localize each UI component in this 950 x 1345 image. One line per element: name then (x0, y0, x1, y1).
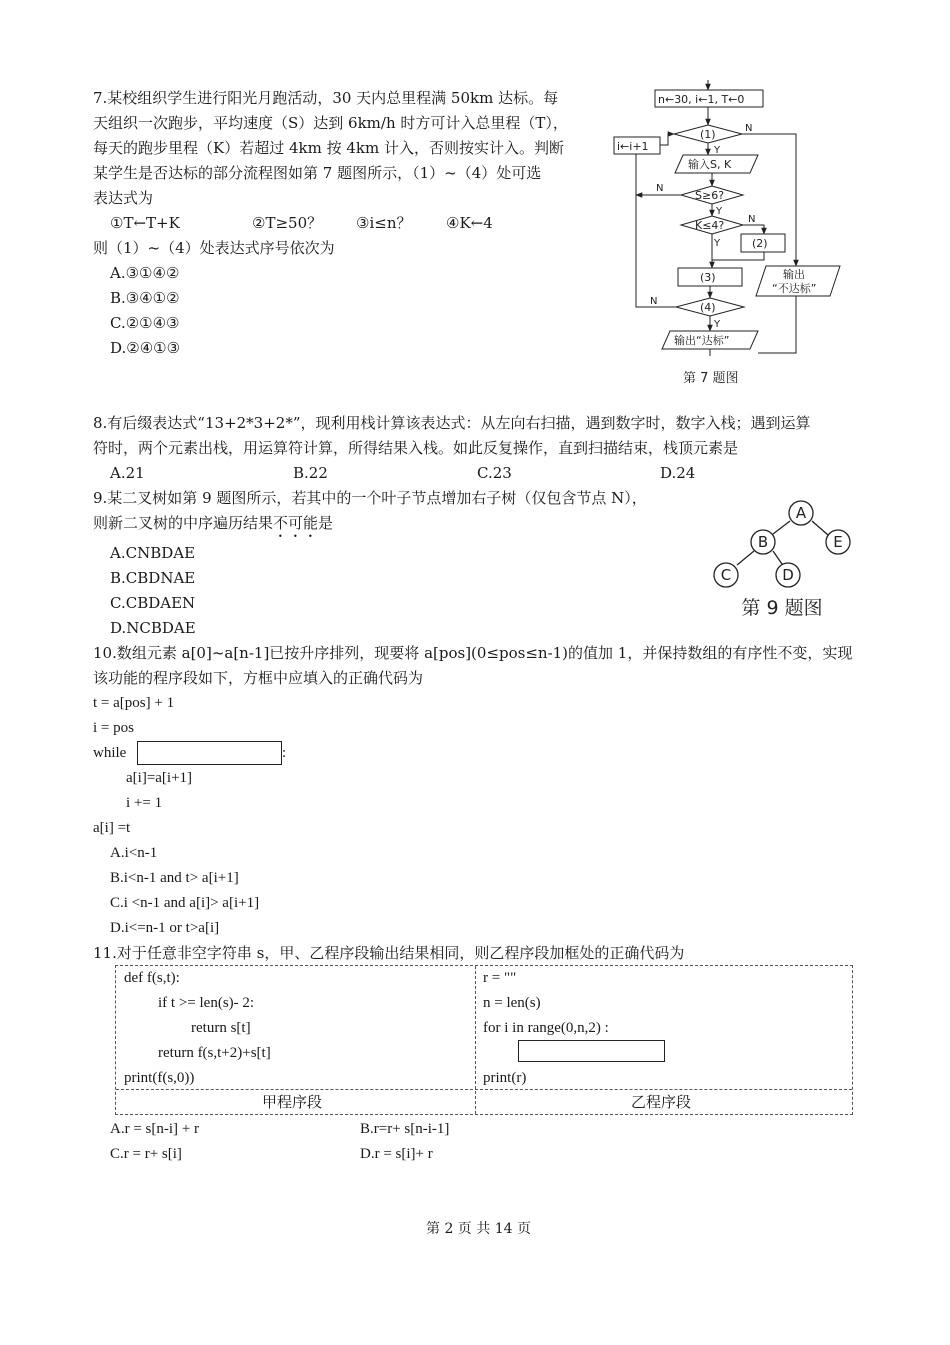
q9-line-2-post: 是 (318, 514, 334, 532)
q11-option-d[interactable]: D.r = s[i]+ r (360, 1146, 433, 1162)
q11-right-code-3: for i in range(0,n,2) : (483, 1020, 609, 1036)
q10-code-colon: : (282, 745, 287, 761)
q11-table-vdivider (475, 966, 476, 1114)
q11-option-c[interactable]: C.r = r+ s[i] (110, 1146, 182, 1162)
q9-emphasis: 不可能 (273, 514, 319, 532)
tree-label-b: B (757, 533, 769, 551)
q10-answer-box[interactable] (137, 741, 282, 765)
q9-line-2-pre: 则新二叉树的中序遍历结果 (93, 514, 274, 532)
q11-left-code-4: return f(s,t+2)+s[t] (158, 1045, 271, 1061)
fc-b2-text: (2) (752, 237, 768, 250)
q11-left-code-3: return s[t] (191, 1020, 251, 1036)
q11-left-code-1: def f(s,t): (124, 970, 180, 986)
q9-line-2 (93, 513, 333, 541)
fc-b3-text: (3) (700, 271, 716, 284)
fc-pass-text: 输出“达标” (674, 334, 730, 347)
q7-line-2: 天组织一次跑步，平均速度（S）达到 6km/h 时方可计入总里程（T）， (93, 114, 568, 132)
q10-code-while: while (93, 745, 127, 761)
q10-line-2: 该功能的程序段如下，方框中应填入的正确代码为 (93, 669, 424, 687)
q7-choice-2: ②T≥50？ (252, 214, 323, 232)
q8-line-1: 8.有后缀表达式“13+2*3+2*”，现利用栈计算该表达式：从左向右扫描，遇到数字时，数字入栈；遇到运算 (93, 414, 811, 432)
fc-label-n-3: N (748, 214, 756, 225)
q7-prompt: 则（1）~（4）处表达式序号依次为 (93, 239, 335, 257)
fc-d4-text: (4) (700, 301, 716, 314)
q10-option-d[interactable]: D.i<=n-1 or t>a[i] (110, 920, 220, 936)
fc-fail-text-1: 输出 (783, 268, 805, 281)
fc-label-n-2: N (656, 183, 664, 194)
q11-right-code-2: n = len(s) (483, 995, 541, 1011)
fc-fail-text-2: “不达标” (772, 282, 817, 295)
tree-label-a: A (795, 504, 807, 522)
q7-line-1: 7.某校组织学生进行阳光月跑活动，30 天内总里程满 50km 达标。每 (93, 89, 559, 107)
tree-label-d: D (782, 566, 794, 584)
q9-option-b[interactable]: B.CBDNAE (110, 569, 196, 587)
q8-option-a[interactable]: A.21 (110, 464, 145, 482)
q9-tree-figure (700, 495, 860, 625)
q9-line-1: 9.某二叉树如第 9 题图所示，若其中的一个叶子节点增加右子树（仅包含节点 N）， (93, 489, 647, 507)
q7-line-3: 每天的跑步里程（K）若超过 4km 按 4km 计入，否则按实计入。判断 (93, 139, 564, 157)
fc-label-y-4: Y (714, 319, 721, 330)
q10-option-a[interactable]: A.i<n-1 (110, 845, 158, 861)
q7-choice-1: ①T←T+K (110, 214, 180, 232)
q8-option-c[interactable]: C.23 (477, 464, 512, 482)
q11-left-code-2: if t >= len(s)- 2: (158, 995, 255, 1011)
q7-choice-3: ③i≤n？ (356, 214, 412, 232)
fc-d3-text: K≤4? (695, 219, 725, 232)
fc-label-n-4: N (650, 296, 658, 307)
q10-code-3: a[i]=a[i+1] (126, 770, 193, 786)
q11-line: 11.对于任意非空字符串 s，甲、乙程序段输出结果相同，则乙程序段加框处的正确代码为 (93, 944, 685, 962)
q8-line-2: 符时，两个元素出栈，用运算符计算，所得结果入栈。如此反复操作，直到扫描结束，栈顶元素是 (93, 439, 739, 457)
q10-line-1: 10.数组元素 a[0]~a[n-1]已按升序排列，现要将 a[pos](0≤pos≤n-1)的值加 1，并保持数组的有序性不变，实现 (93, 644, 853, 662)
q9-caption: 第 9 题图 (741, 597, 823, 619)
q7-line-4: 某学生是否达标的部分流程图如第 7 题图所示，（1）~（4）处可选 (93, 164, 542, 182)
q11-answer-box[interactable] (518, 1040, 665, 1062)
q7-choice-4: ④K←4 (446, 214, 493, 232)
q7-option-a[interactable]: A.③①④② (110, 264, 180, 282)
q7-option-b[interactable]: B.③④①② (110, 289, 180, 307)
q11-left-label: 甲程序段 (262, 1093, 323, 1111)
fc-d2-text: S≥6? (695, 189, 725, 202)
fc-inc-text: i←i+1 (617, 140, 649, 153)
q11-left-code-5: print(f(s,0)) (124, 1070, 195, 1086)
q11-option-a[interactable]: A.r = s[n-i] + r (110, 1121, 199, 1137)
fc-init-text: n←30, i←1, T←0 (658, 93, 745, 106)
q11-right-code-1: r = "" (483, 970, 517, 986)
tree-label-c: C (720, 566, 732, 584)
q11-table-hdivider (116, 1089, 852, 1090)
tree-label-e: E (833, 533, 843, 551)
q10-option-c[interactable]: C.i <n-1 and a[i]> a[i+1] (110, 895, 260, 911)
q11-right-code-4: print(r) (483, 1070, 527, 1086)
fc-label-n-1: N (745, 123, 753, 134)
q8-option-d[interactable]: D.24 (660, 464, 696, 482)
q10-code-4: i += 1 (126, 795, 163, 811)
q7-option-c[interactable]: C.②①④③ (110, 314, 180, 332)
q9-option-a[interactable]: A.CNBDAE (110, 544, 196, 562)
page-footer: 第 2 页 共 14 页 (426, 1221, 531, 1237)
q7-flowchart (612, 78, 862, 398)
q11-right-label: 乙程序段 (631, 1093, 692, 1111)
fc-label-y-2: Y (716, 206, 723, 217)
q7-line-5: 表达式为 (93, 189, 154, 207)
q7-option-d[interactable]: D.②④①③ (110, 339, 181, 357)
fc-label-y-1: Y (714, 145, 721, 156)
q10-code-2: i = pos (93, 720, 134, 736)
q10-code-1: t = a[pos] + 1 (93, 695, 175, 711)
q9-option-d[interactable]: D.NCBDAE (110, 619, 196, 637)
fc-d1-text: (1) (700, 128, 716, 141)
fc-caption: 第 7 题图 (683, 371, 739, 386)
fc-label-y-3: Y (714, 238, 721, 249)
q11-option-b[interactable]: B.r=r+ s[n-i-1] (360, 1121, 450, 1137)
q10-option-b[interactable]: B.i<n-1 and t> a[i+1] (110, 870, 239, 886)
q10-code-5: a[i] =t (93, 820, 131, 836)
fc-input-text: 输入S, K (688, 158, 732, 171)
q8-option-b[interactable]: B.22 (293, 464, 328, 482)
q9-option-c[interactable]: C.CBDAEN (110, 594, 196, 612)
